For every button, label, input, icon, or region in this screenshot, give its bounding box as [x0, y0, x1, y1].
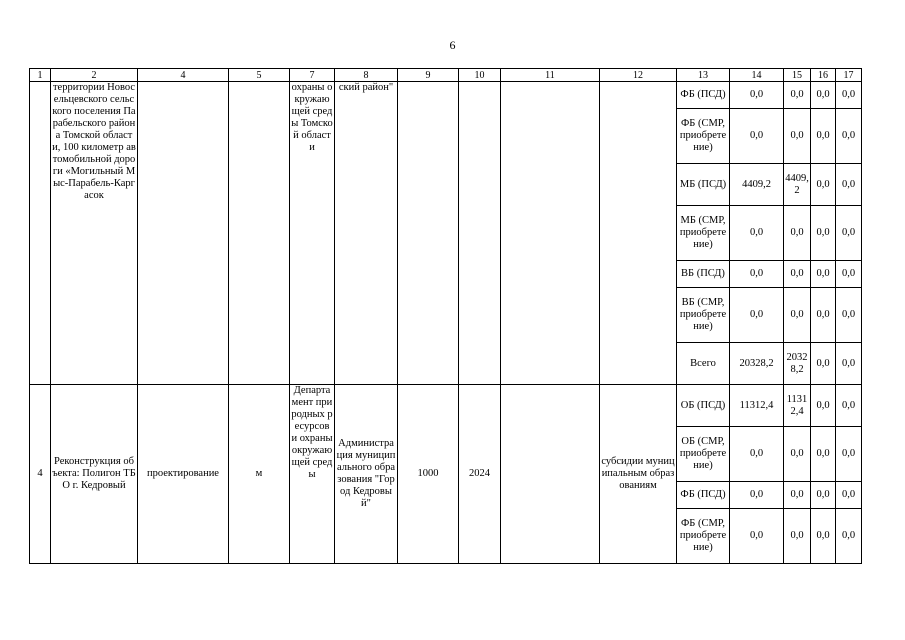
item-number: 4: [30, 385, 51, 564]
amount-year3: 0,0: [836, 509, 862, 564]
funding-source: ФБ (ПСД): [677, 482, 730, 509]
amount-year2: 0,0: [811, 206, 836, 261]
funding-source: ВБ (СМР, приобретение): [677, 288, 730, 343]
amount-year1: 4409,2: [784, 164, 811, 206]
object-name: территории Новосельцевского сельского поселения Парабельского района Томской области, 100 километр автомобильной дороги «Могильный Мыс-Парабель-Каргасок: [51, 82, 138, 385]
amount-year2: 0,0: [811, 288, 836, 343]
amount-total: 0,0: [730, 206, 784, 261]
cell-stage: [138, 82, 229, 385]
header-cell: 16: [811, 69, 836, 82]
amount-year1: 11312,4: [784, 385, 811, 427]
amount-year1: 0,0: [784, 288, 811, 343]
header-row: [30, 69, 862, 82]
amount-total: 0,0: [730, 109, 784, 164]
table-row: [30, 82, 862, 109]
amount-year2: 0,0: [811, 82, 836, 109]
header-cell: 15: [784, 69, 811, 82]
header-cell: 14: [730, 69, 784, 82]
amount-total: 4409,2: [730, 164, 784, 206]
funding-source: ФБ (СМР, приобретение): [677, 109, 730, 164]
cell-12: [600, 82, 677, 385]
amount-year2: 0,0: [811, 109, 836, 164]
cell-year: [459, 82, 501, 385]
amount-year1: 0,0: [784, 482, 811, 509]
amount-year2: 0,0: [811, 343, 836, 385]
header-cell: 10: [459, 69, 501, 82]
header-cell: 4: [138, 69, 229, 82]
year: 2024: [459, 385, 501, 564]
amount-year3: 0,0: [836, 427, 862, 482]
capacity: 1000: [398, 385, 459, 564]
amount-year1: 0,0: [784, 206, 811, 261]
amount-year3: 0,0: [836, 261, 862, 288]
cell-no: [30, 82, 51, 385]
amount-total: 0,0: [730, 509, 784, 564]
header-cell: 5: [229, 69, 290, 82]
cell-11: [501, 82, 600, 385]
header-cell: 12: [600, 69, 677, 82]
amount-year1: 0,0: [784, 509, 811, 564]
object-name: Реконструкция объекта: Полигон ТБО г. Кедровый: [51, 385, 138, 564]
amount-year1: 0,0: [784, 82, 811, 109]
amount-year2: 0,0: [811, 509, 836, 564]
amount-year1: 0,0: [784, 109, 811, 164]
table-row: [30, 385, 862, 427]
amount-total: 0,0: [730, 82, 784, 109]
funding-source: ОБ (ПСД): [677, 385, 730, 427]
header-cell: 7: [290, 69, 335, 82]
header-cell: 1: [30, 69, 51, 82]
header-cell: 9: [398, 69, 459, 82]
funding-source: ФБ (ПСД): [677, 82, 730, 109]
amount-year3: 0,0: [836, 109, 862, 164]
amount-year2: 0,0: [811, 427, 836, 482]
cell-11: [501, 385, 600, 564]
funding-source: ОБ (СМР, приобретение): [677, 427, 730, 482]
department: охраны окружающей среды Томской области: [290, 82, 335, 385]
cell-unit: [229, 82, 290, 385]
header-cell: 13: [677, 69, 730, 82]
funding-source: МБ (СМР, приобретение): [677, 206, 730, 261]
amount-total: 0,0: [730, 482, 784, 509]
amount-year1: 0,0: [784, 427, 811, 482]
funding-source: МБ (ПСД): [677, 164, 730, 206]
amount-year3: 0,0: [836, 385, 862, 427]
amount-year3: 0,0: [836, 164, 862, 206]
work-stage: проектирование: [138, 385, 229, 564]
amount-year2: 0,0: [811, 385, 836, 427]
amount-year3: 0,0: [836, 82, 862, 109]
amount-year3: 0,0: [836, 482, 862, 509]
amount-total: 0,0: [730, 288, 784, 343]
header-cell: 8: [335, 69, 398, 82]
unit: м: [229, 385, 290, 564]
funding-source: ФБ (СМР, приобретение): [677, 509, 730, 564]
investment-table: [29, 68, 862, 564]
amount-year3: 0,0: [836, 288, 862, 343]
amount-total: 11312,4: [730, 385, 784, 427]
amount-year1: 20328,2: [784, 343, 811, 385]
amount-year3: 0,0: [836, 206, 862, 261]
funding-source: Всего: [677, 343, 730, 385]
cell-capacity: [398, 82, 459, 385]
amount-total: 0,0: [730, 427, 784, 482]
funding-source: ВБ (ПСД): [677, 261, 730, 288]
customer: ский район": [335, 82, 398, 385]
amount-year2: 0,0: [811, 261, 836, 288]
amount-year1: 0,0: [784, 261, 811, 288]
header-cell: 2: [51, 69, 138, 82]
header-cell: 17: [836, 69, 862, 82]
customer: Администрация муниципального образования "Город Кедровый": [335, 385, 398, 564]
amount-year2: 0,0: [811, 164, 836, 206]
amount-total: 20328,2: [730, 343, 784, 385]
amount-year3: 0,0: [836, 343, 862, 385]
amount-year2: 0,0: [811, 482, 836, 509]
header-cell: 11: [501, 69, 600, 82]
funding-form: субсидии муниципальным образованиям: [600, 385, 677, 564]
page-number: 6: [449, 38, 456, 52]
department: Департамент природных ресурсов и охраны окружающей среды: [290, 385, 335, 564]
amount-total: 0,0: [730, 261, 784, 288]
